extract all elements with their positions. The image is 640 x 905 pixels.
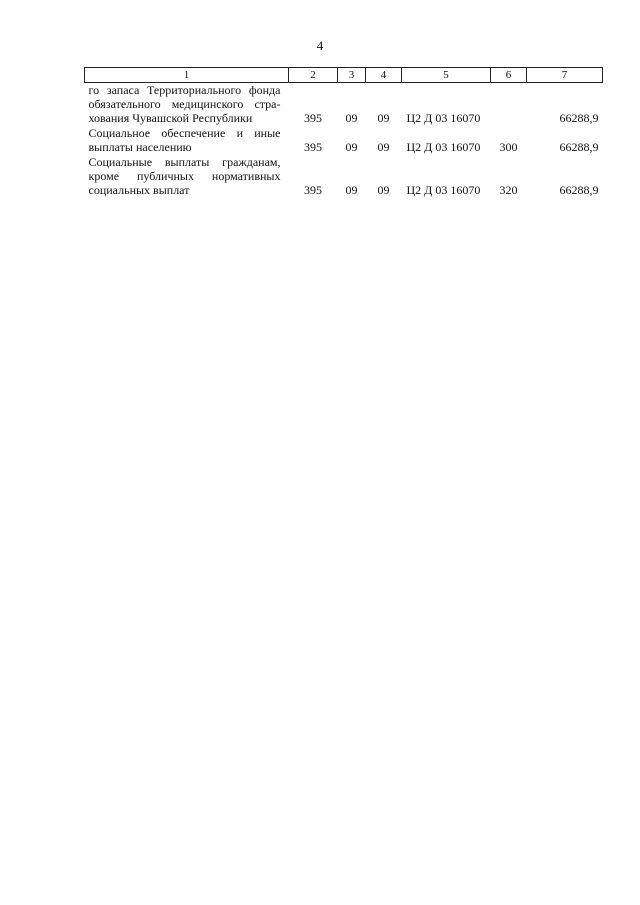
table-row xyxy=(85,83,603,127)
row-amount: 66288,9 xyxy=(559,183,599,197)
row-target-article: Ц2 Д 03 16070 xyxy=(406,140,481,154)
row-section: 09 xyxy=(345,111,358,125)
page-number: 4 xyxy=(316,38,324,53)
table-row xyxy=(85,126,603,155)
row-target-article: Ц2 Д 03 16070 xyxy=(406,111,481,125)
table-row xyxy=(85,155,603,198)
row-subsection: 09 xyxy=(377,183,390,197)
header-col-6: 6 xyxy=(491,68,527,83)
row-name: Социальные выплаты гражданам, кроме публичных нормативных социальных выплат xyxy=(88,155,281,197)
row-name: Социальное обеспечение и иные выплаты населению xyxy=(88,126,281,154)
row-amount: 66288,9 xyxy=(559,140,599,154)
budget-table xyxy=(84,67,603,198)
header-col-2: 2 xyxy=(289,68,338,83)
row-subsection: 09 xyxy=(377,111,390,125)
row-expense-type: 320 xyxy=(499,183,518,197)
row-section: 09 xyxy=(345,183,358,197)
row-expense-type: 300 xyxy=(499,140,518,154)
row-admin-code: 395 xyxy=(304,111,322,125)
row-expense-type xyxy=(491,83,527,127)
table-body xyxy=(85,83,603,199)
header-col-7: 7 xyxy=(527,68,603,83)
header-col-5: 5 xyxy=(402,68,491,83)
row-admin-code: 395 xyxy=(304,140,322,154)
row-amount: 66288,9 xyxy=(559,111,599,125)
row-section: 09 xyxy=(345,140,358,154)
header-col-1: 1 xyxy=(85,68,289,83)
header-col-3: 3 xyxy=(338,68,366,83)
table-header xyxy=(85,68,603,83)
row-name: го запаса Территориального фонда обязательного медицинского стра-хования Чувашской Республики xyxy=(88,83,281,125)
header-col-4: 4 xyxy=(366,68,402,83)
row-target-article: Ц2 Д 03 16070 xyxy=(406,183,481,197)
row-subsection: 09 xyxy=(377,140,390,154)
header-row xyxy=(85,68,603,83)
row-admin-code: 395 xyxy=(304,183,322,197)
